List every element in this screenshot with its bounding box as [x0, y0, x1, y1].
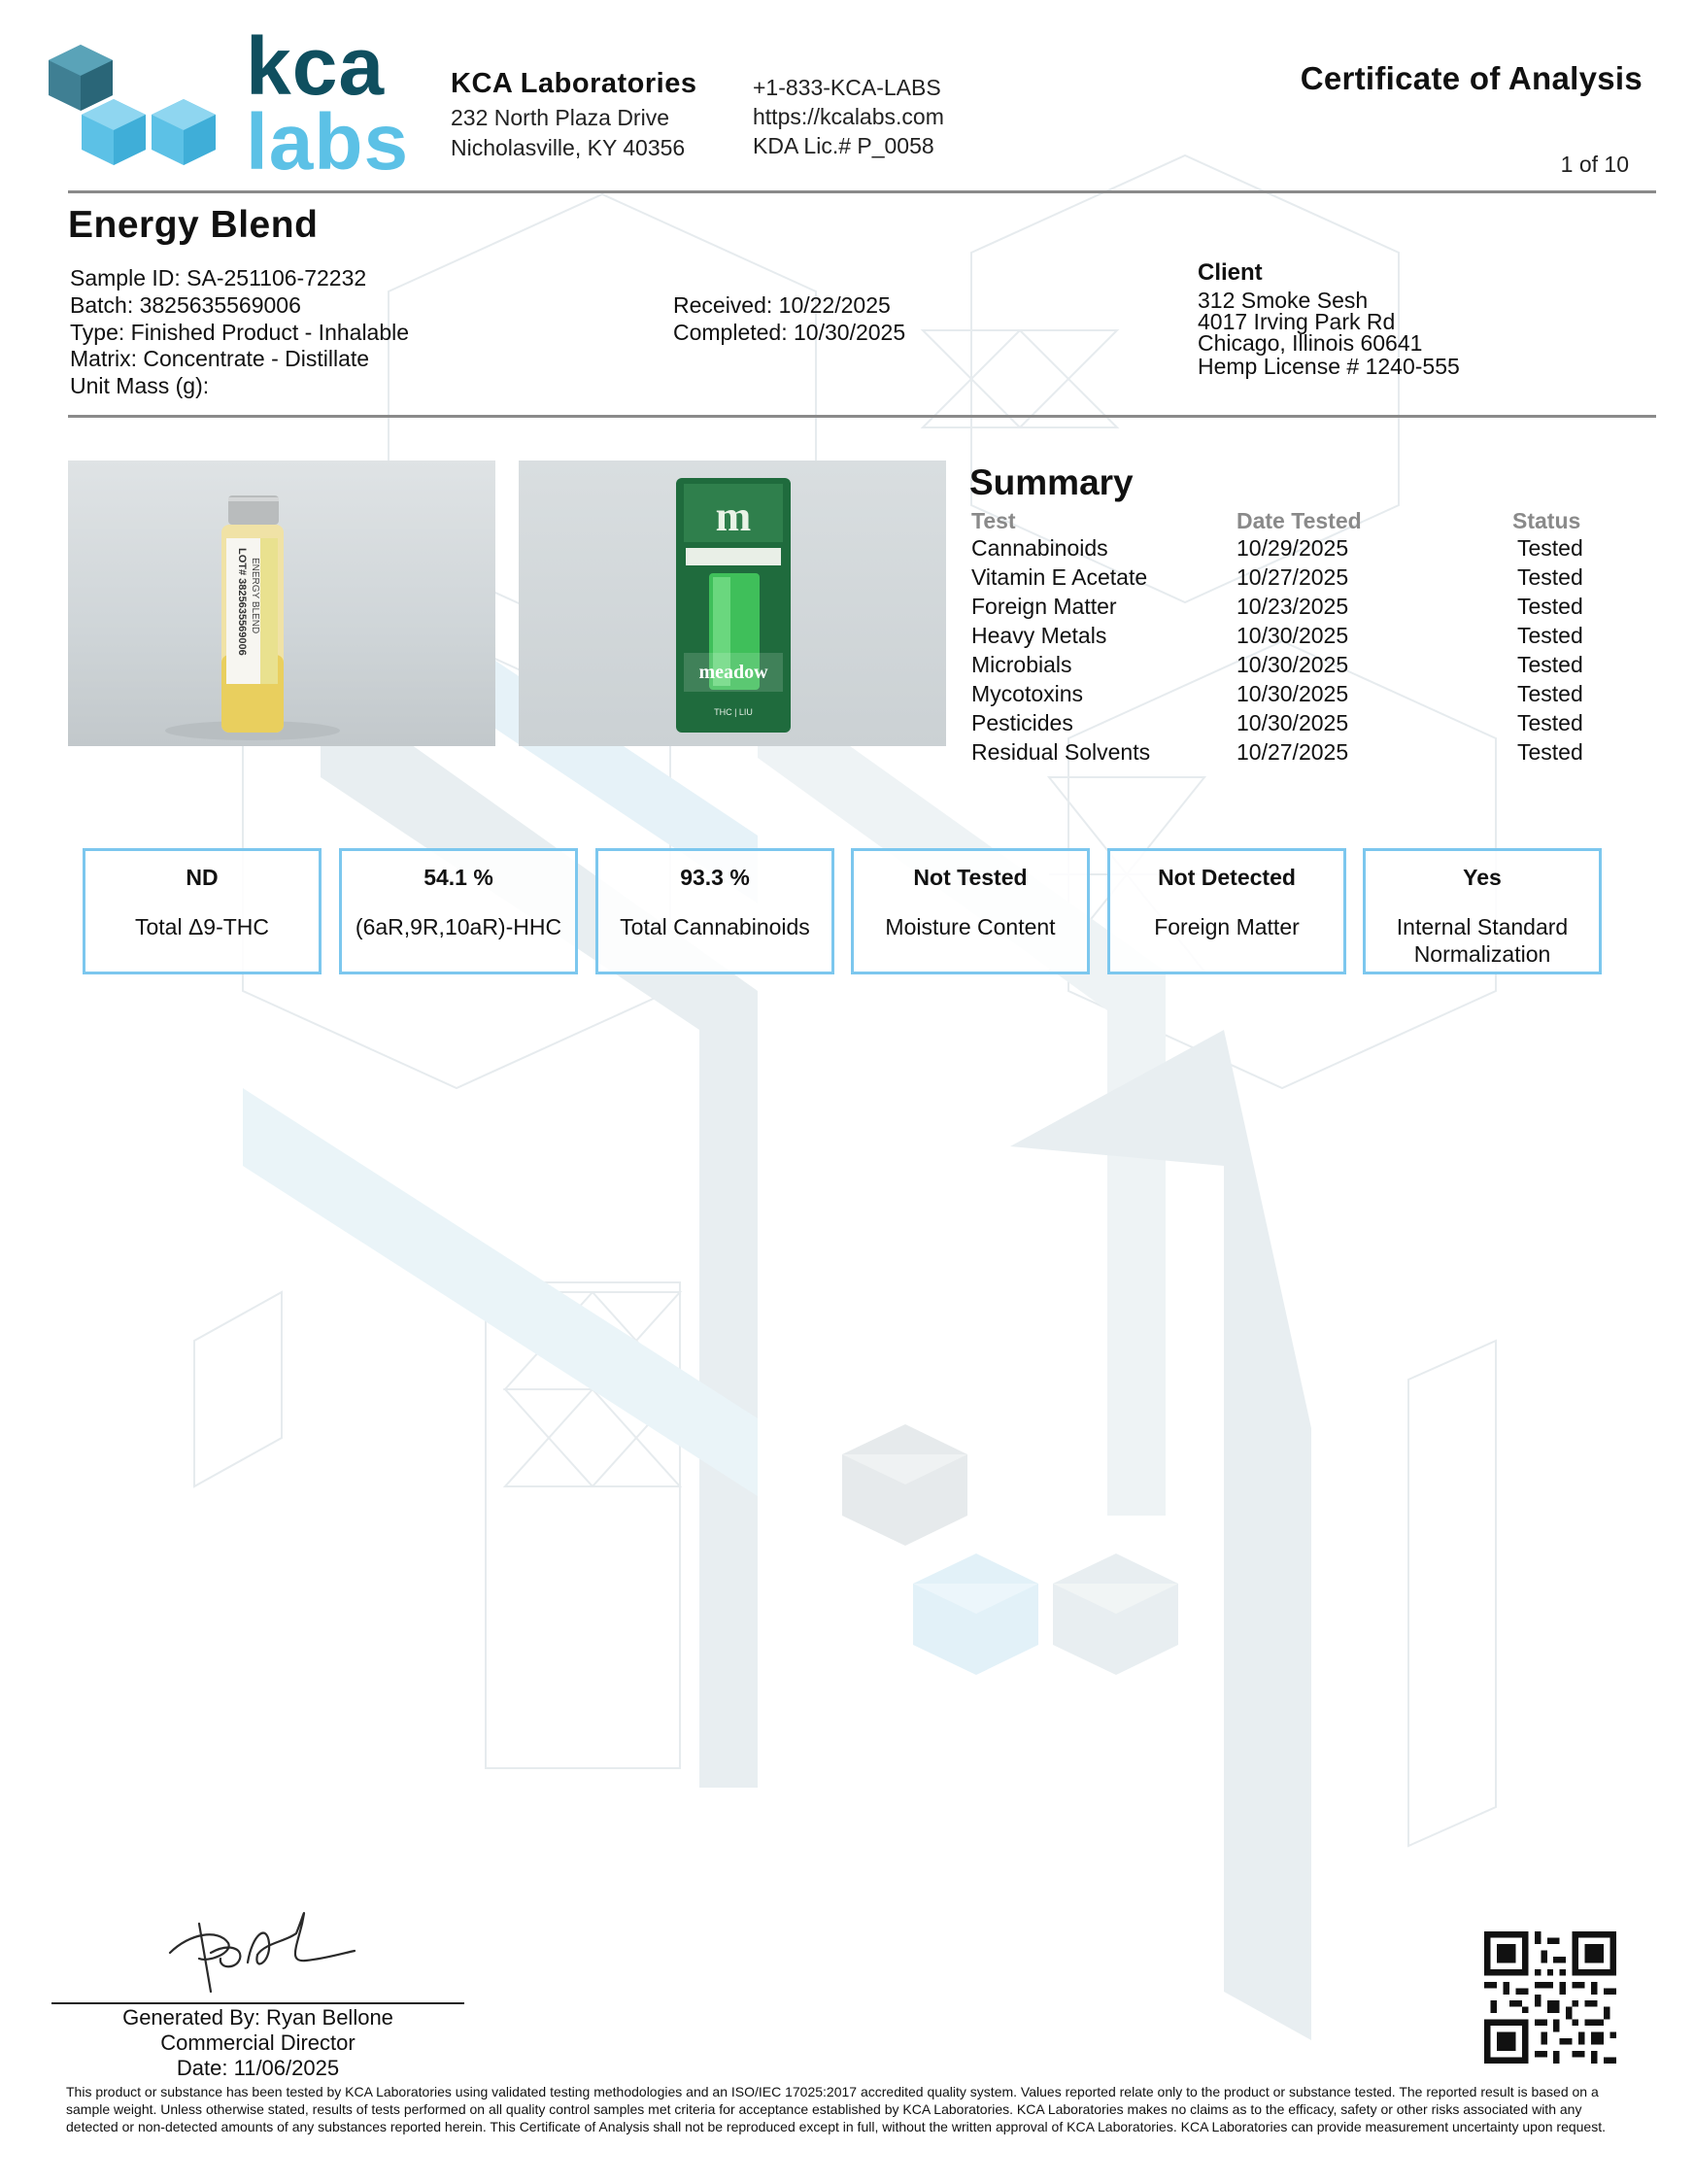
summary-date: 10/27/2025: [1237, 739, 1349, 765]
client-street: 4017 Irving Park Rd: [1198, 309, 1396, 334]
summary-status: Tested: [1517, 535, 1583, 561]
lab-license: KDA Lic.# P_0058: [753, 133, 934, 158]
summary-test: Mycotoxins: [971, 681, 1084, 706]
kpi-total-d9-thc: [83, 848, 322, 974]
page-number: 1 of 10: [1560, 152, 1629, 177]
logo-word-kca: kca: [246, 20, 386, 112]
summary-date: 10/30/2025: [1237, 710, 1349, 735]
kpi-label: (6aR,9R,10aR)-HHC: [355, 914, 562, 939]
summary-row: [971, 652, 1651, 681]
kpi-internal-standard: [1363, 848, 1602, 974]
vial-product-label: ENERGY BLEND: [250, 558, 260, 634]
signature-rule: [51, 2002, 464, 2004]
client-license: Hemp License # 1240-555: [1198, 354, 1460, 379]
kpi-moisture-content: [851, 848, 1090, 974]
summary-row: [971, 564, 1651, 594]
summary-date: 10/30/2025: [1237, 681, 1349, 706]
summary-col-test: Test: [971, 508, 1016, 533]
client-name: 312 Smoke Sesh: [1198, 288, 1369, 313]
kpi-label: Moisture Content: [885, 914, 1056, 939]
summary-test: Cannabinoids: [971, 535, 1108, 561]
summary-row: [971, 739, 1651, 768]
header-divider: [68, 190, 1656, 193]
document-title: Certificate of Analysis: [1300, 60, 1643, 96]
package-logo-icon: m: [715, 493, 752, 540]
kpi-label: Total Cannabinoids: [620, 914, 810, 939]
signer-title: Commercial Director: [160, 2030, 356, 2055]
product-name: Energy Blend: [68, 204, 319, 246]
kpi-label: Internal Standard Normalization: [1396, 914, 1569, 967]
summary-test: Foreign Matter: [971, 594, 1117, 619]
logo-cubes-icon: [45, 35, 239, 181]
kpi-value: Not Tested: [913, 865, 1028, 890]
lab-address-line2: Nicholasville, KY 40356: [451, 135, 686, 160]
summary-date: 10/29/2025: [1237, 535, 1349, 561]
summary-row: [971, 594, 1651, 623]
sample-type: Type: Finished Product - Inhalable: [70, 320, 410, 345]
kpi-total-cannabinoids: [595, 848, 834, 974]
summary-row: [971, 535, 1651, 564]
package-brand: meadow: [698, 662, 768, 683]
summary-date: 10/23/2025: [1237, 594, 1349, 619]
summary-row: [971, 623, 1651, 652]
vial-image: [68, 461, 495, 746]
kpi-hhc: [339, 848, 578, 974]
summary-date: 10/30/2025: [1237, 652, 1349, 677]
batch: Batch: 3825635569006: [70, 292, 301, 318]
summary-row: [971, 710, 1651, 739]
logo-word-labs: labs: [246, 98, 410, 187]
summary-date: 10/30/2025: [1237, 623, 1349, 648]
qr-code-icon: [1484, 1931, 1616, 2064]
client-city: Chicago, Illinois 60641: [1198, 330, 1423, 356]
summary-table: [971, 535, 1651, 768]
sample-photo-package: [519, 461, 946, 746]
vial-lot-label: LOT# 3825635569006: [236, 548, 248, 656]
summary-col-status: Status: [1512, 508, 1581, 533]
summary-row: [971, 681, 1651, 710]
kpi-value: 54.1 %: [424, 865, 493, 890]
kpi-value: Not Detected: [1158, 865, 1296, 890]
summary-test: Pesticides: [971, 710, 1073, 735]
summary-status: Tested: [1517, 710, 1583, 735]
summary-status: Tested: [1517, 623, 1583, 648]
lab-website: https://kcalabs.com: [753, 104, 944, 129]
unit-mass: Unit Mass (g):: [70, 373, 210, 398]
summary-test: Microbials: [971, 652, 1072, 677]
sample-divider: [68, 415, 1656, 418]
summary-status: Tested: [1517, 564, 1583, 590]
summary-test: Residual Solvents: [971, 739, 1151, 765]
summary-status: Tested: [1517, 739, 1583, 765]
summary-test: Heavy Metals: [971, 623, 1107, 648]
kpi-label: Foreign Matter: [1154, 914, 1300, 939]
summary-status: Tested: [1517, 681, 1583, 706]
kpi-value: 93.3 %: [680, 865, 750, 890]
summary-status: Tested: [1517, 652, 1583, 677]
completed-date: Completed: 10/30/2025: [673, 320, 906, 345]
signature-date: Date: 11/06/2025: [176, 2056, 340, 2080]
lab-name: KCA Laboratories: [451, 68, 697, 99]
logo: [45, 20, 414, 187]
client-heading: Client: [1198, 259, 1263, 286]
lab-address-line1: 232 North Plaza Drive: [451, 105, 669, 130]
package-sub: THC | LIU: [714, 707, 753, 717]
kpi-value: Yes: [1463, 865, 1502, 890]
sample-id: Sample ID: SA-251106-72232: [70, 265, 367, 290]
summary-date: 10/27/2025: [1237, 564, 1349, 590]
summary-status: Tested: [1517, 594, 1583, 619]
received-date: Received: 10/22/2025: [673, 292, 891, 318]
summary-col-date: Date Tested: [1237, 508, 1362, 533]
kpi-foreign-matter: [1107, 848, 1346, 974]
disclaimer: This product or substance has been tested by KCA Laboratories using validated testing methodologies and an ISO/IEC 17025:2017 accredited quality system. Values reported relate only to the product or substance tested. The reported result is based on a sample weight. Unless otherwise stated, results of tests performed on all quality control samples met criteria for acceptance established by KCA Laboratories. KCA Laboratories makes no claims as to the efficacy, safety or other risks associated with any detected or non-detected amounts of any substances reported herein. This Certificate of Analysis shall not be reproduced except in full, without the written approval of KCA Laboratories. KCA Laboratories can provide measurement uncertainty upon request.: [66, 2084, 1606, 2134]
signer-name: Generated By: Ryan Bellone: [122, 2005, 393, 2030]
sample-photo-vial: [68, 461, 495, 746]
lab-phone: +1-833-KCA-LABS: [753, 75, 941, 100]
summary-test: Vitamin E Acetate: [971, 564, 1148, 590]
package-image: [519, 461, 946, 746]
kpi-value: ND: [186, 865, 219, 890]
kpi-label: Total Δ9-THC: [134, 914, 270, 939]
summary-title: Summary: [969, 462, 1134, 502]
sample-matrix: Matrix: Concentrate - Distillate: [70, 346, 370, 371]
signature-image: [160, 1894, 374, 2001]
